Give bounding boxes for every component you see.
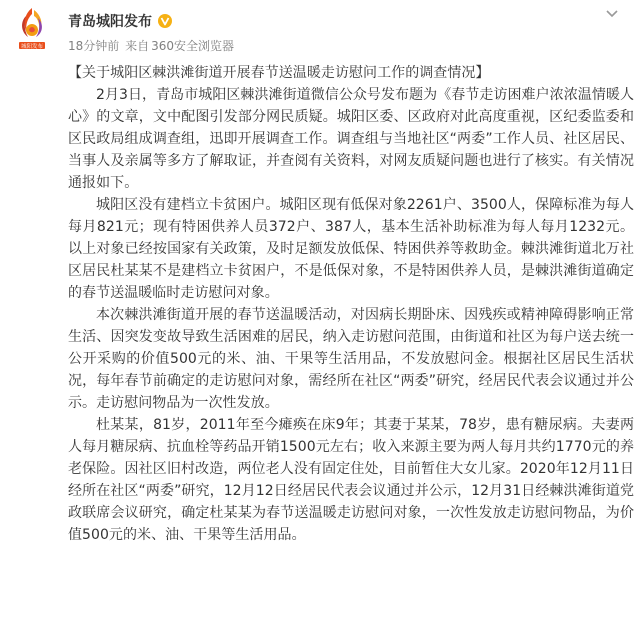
post-meta bbox=[68, 37, 234, 54]
paragraph-2: 城阳区没有建档立卡贫困户。城阳区现有低保对象2261户、3500人，保障标准为每人每月821元；现有特困供养人员372户、387人，基本生活补助标准为每人每月1232元。以上对象已经按国家有关政策，及时足额发放低保、特困供养等救助金。棘洪滩街道北万社区居民杜某某不是建档立卡贫困户，不是低保对象，不是特困供养人员，是棘洪滩街道确定的春节送温暖临时走访慰问对象。 bbox=[68, 197, 634, 301]
post-source: 360安全浏览器 bbox=[151, 39, 235, 53]
avatar-text: 城阳发布 bbox=[20, 44, 44, 50]
verified-badge-icon bbox=[158, 14, 172, 28]
paragraph-1: 2月3日，青岛市城阳区棘洪滩街道微信公众号发布题为《春节走访困难户浓浓温情暖人心》的文章，文中配图引发部分网民质疑。城阳区委、区政府对此高度重视，区纪委监委和区民政局组成调查组，迅即开展调查工作。调查组与当地社区“两委”工作人员、社区居民、当事人及亲属等多方了解取证，并查阅有关资料，对网友质疑问题也进行了核实。有关情况通报如下。 bbox=[68, 87, 634, 191]
post-title: 【关于城阳区棘洪滩街道开展春节送温暖走访慰问工作的调查情况】 bbox=[68, 65, 490, 81]
post-content bbox=[68, 62, 634, 546]
post-header bbox=[0, 0, 640, 62]
avatar[interactable] bbox=[14, 4, 50, 52]
chevron-down-icon[interactable] bbox=[602, 6, 622, 22]
paragraph-3: 本次棘洪滩街道开展的春节送温暖活动，对因病长期卧床、因残疾或精神障碍影响正常生活、因突发变故导致生活困难的居民，纳入走访慰问范围，由街道和社区为每户送去统一公开采购的价值500元的米、油、干果等生活用品，不发放慰问金。根据社区居民生活状况，每年春节前确定的走访慰问对象，需经所在社区“两委”研究，经居民代表会议通过并公示。走访慰问物品为一次性发放。 bbox=[68, 307, 634, 411]
paragraph-4: 杜某某，81岁，2011年至今瘫痪在床9年；其妻于某某，78岁，患有糖尿病。夫妻两人每月糖尿病、抗血栓等药品开销1500元左右；收入来源主要为两人每月共约1770元的养老保险。因社区旧村改造，两位老人没有固定住处，目前暂住大女儿家。2020年12月11日经所在社区“两委”研究，12月12日经居民代表会议通过并公示，12月31日经棘洪滩街道党政联席会议研究，确定杜某某为春节送温暖走访慰问对象，一次性发放走访慰问物品，为价值500元的米、油、干果等生活用品。 bbox=[68, 417, 634, 543]
source-prefix: 来自 bbox=[125, 39, 150, 53]
author-name[interactable]: 青岛城阳发布 bbox=[68, 14, 152, 30]
author-row bbox=[68, 10, 172, 32]
post-time[interactable]: 18分钟前 bbox=[68, 39, 120, 53]
